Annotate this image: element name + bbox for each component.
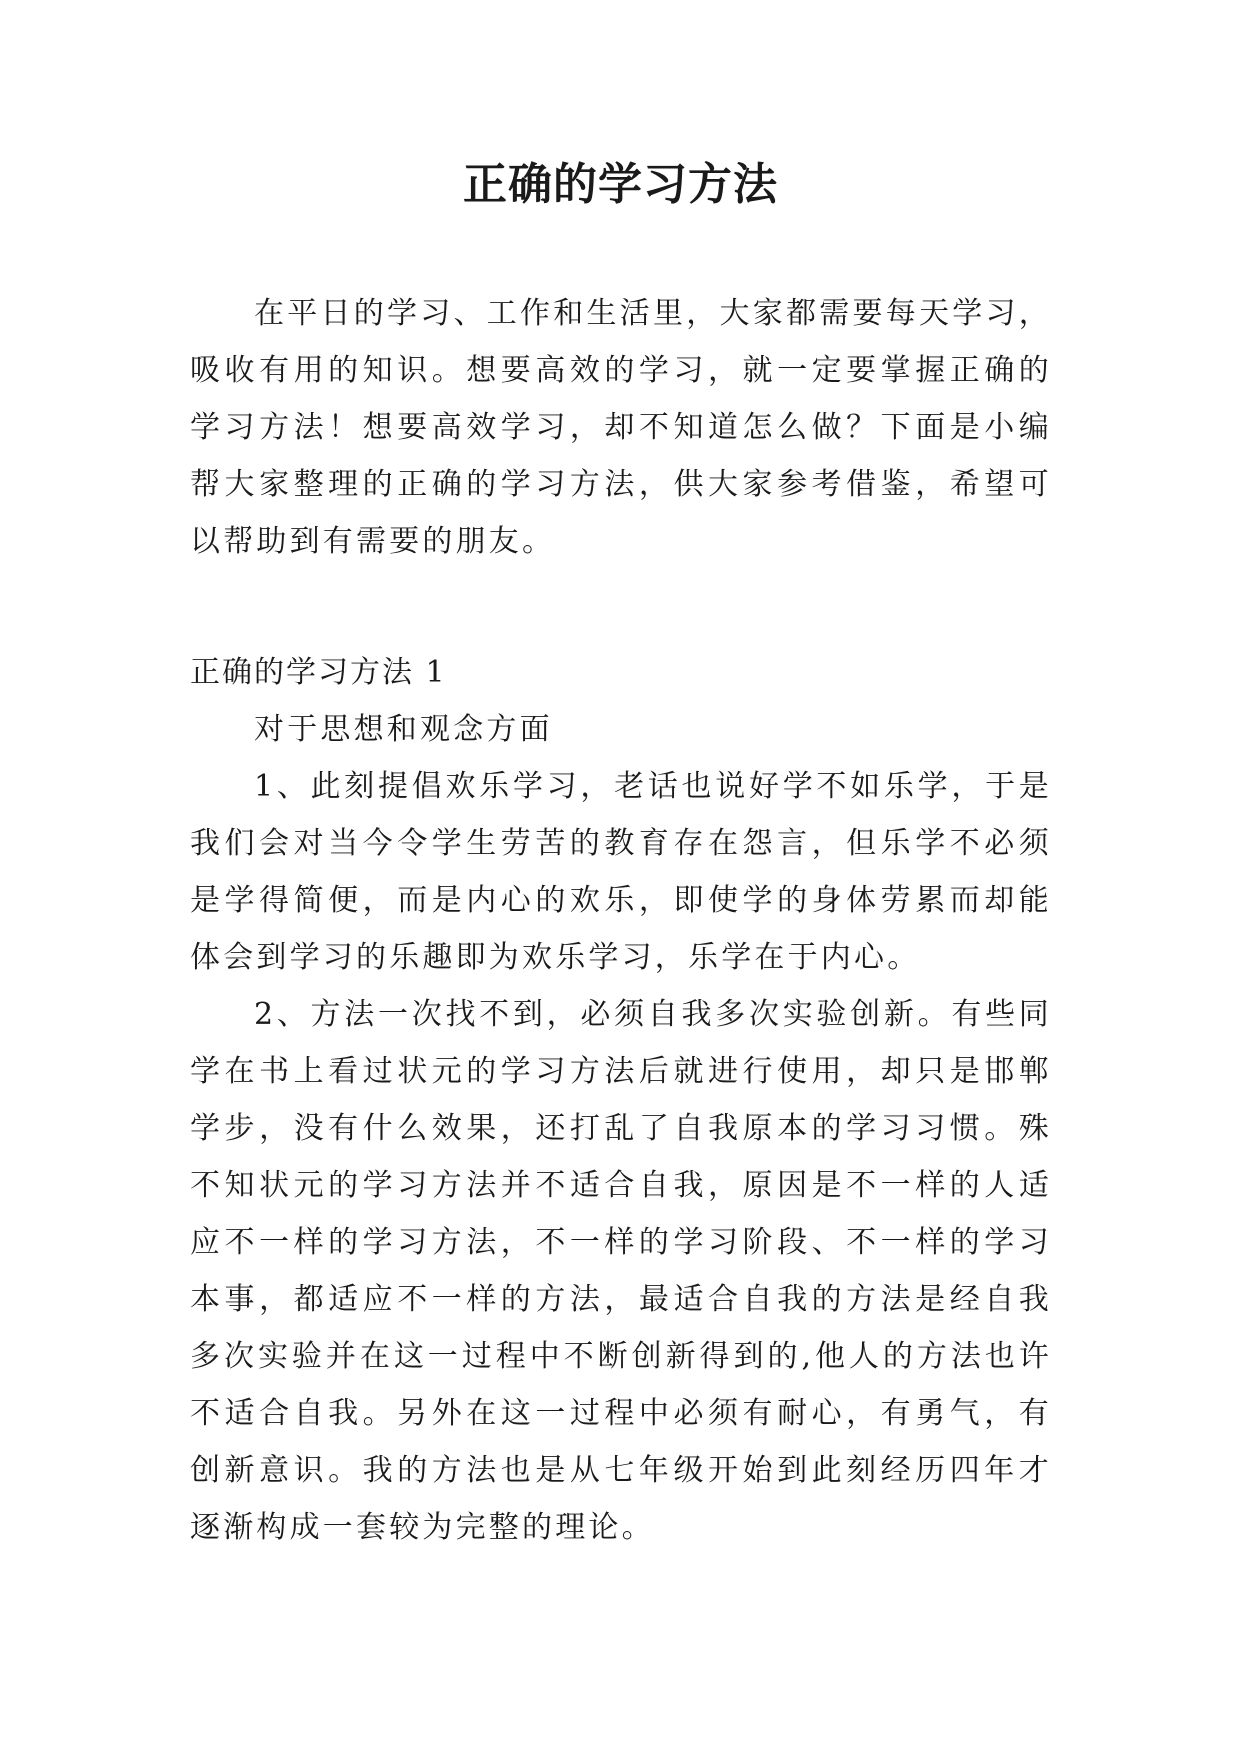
document-title: 正确的学习方法 — [463, 159, 778, 210]
point-2-paragraph: 2、方法一次找不到，必须自我多次实验创新。有些同学在书上看过状元的学习方法后就进行使用，却只是邯郸学步，没有什么效果，还打乱了自我原本的学习习惯。殊不知状元的学习方法并不适合自我，原因是不一样的人适应不一样的学习方法，不一样的学习阶段、不一样的学习本事，都适应不一样的方法，最适合自我的方法是经自我多次实验并在这一过程中不断创新得到的,他人的方法也许不适合自我。另外在这一过程中必须有耐心，有勇气，有创新意识。我的方法也是从七年级开始到此刻经历四年才逐渐构成一套较为完整的理论。 — [190, 997, 1052, 1545]
section-heading: 正确的学习方法 1 — [190, 655, 447, 690]
point-1-paragraph: 1、此刻提倡欢乐学习，老话也说好学不如乐学，于是我们会对当今令学生劳苦的教育存在怨言，但乐学不必须是学得简便，而是内心的欢乐，即使学的身体劳累而却能体会到学习的乐趣即为欢乐学习，乐学在于内心。 — [190, 769, 1052, 975]
intro-paragraph: 在平日的学习、工作和生活里，大家都需要每天学习，吸收有用的知识。想要高效的学习，就一定要掌握正确的学习方法！想要高效学习，却不知道怎么做？下面是小编帮大家整理的正确的学习方法，供大家参考借鉴，希望可以帮助到有需要的朋友。 — [190, 296, 1052, 559]
document-body — [190, 285, 1052, 1556]
subheading: 对于思想和观念方面 — [254, 712, 553, 747]
